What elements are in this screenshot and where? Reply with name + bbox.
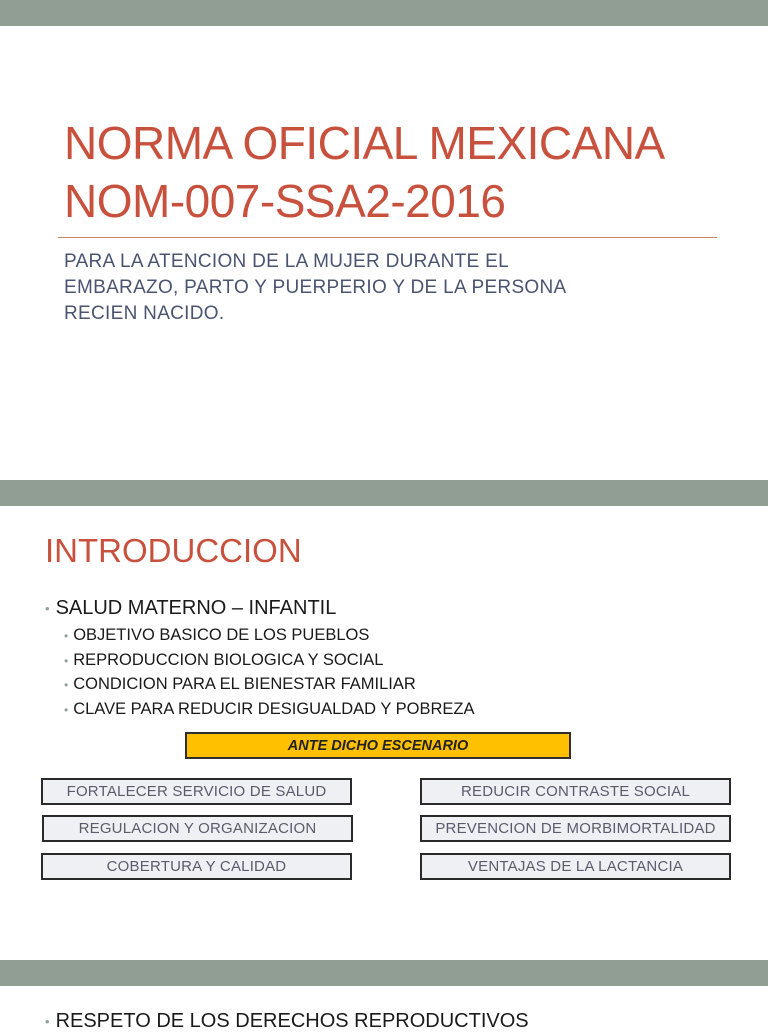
bullet-icon: • bbox=[45, 1014, 50, 1030]
bullet-icon: • bbox=[64, 702, 69, 717]
box-left-1: FORTALECER SERVICIO DE SALUD bbox=[41, 778, 352, 805]
box-left-3: COBERTURA Y CALIDAD bbox=[41, 853, 352, 880]
box-right-2: PREVENCION DE MORBIMORTALIDAD bbox=[420, 815, 731, 842]
title-divider bbox=[58, 237, 717, 238]
sub-bullet-text: CONDICION PARA EL BIENESTAR FAMILIAR bbox=[73, 675, 416, 693]
scenario-banner: ANTE DICHO ESCENARIO bbox=[185, 732, 571, 759]
title-line-1: NORMA OFICIAL MEXICANA bbox=[64, 117, 665, 169]
list-item bbox=[45, 597, 336, 620]
bullet-text: SALUD MATERNO – INFANTIL bbox=[55, 597, 337, 619]
box-right-1: REDUCIR CONTRASTE SOCIAL bbox=[420, 778, 731, 805]
sub-list-item bbox=[64, 700, 475, 719]
sub-bullet-text: CLAVE PARA REDUCIR DESIGUALDAD Y POBREZA bbox=[73, 700, 475, 718]
slide-separator-band bbox=[0, 960, 768, 986]
bullet-icon: • bbox=[64, 677, 69, 692]
title-line-2: NOM-007-SSA2-2016 bbox=[64, 175, 506, 227]
slide-title bbox=[64, 114, 665, 230]
bullet-icon: • bbox=[64, 628, 69, 643]
box-left-2: REGULACION Y ORGANIZACION bbox=[42, 815, 353, 842]
box-right-3: VENTAJAS DE LA LACTANCIA bbox=[420, 853, 731, 880]
bullet-icon: • bbox=[45, 601, 50, 617]
sub-bullet-text: OBJETIVO BASICO DE LOS PUEBLOS bbox=[73, 626, 370, 644]
slide-separator-band bbox=[0, 480, 768, 506]
section-heading: INTRODUCCION bbox=[45, 532, 302, 569]
bullet-icon: • bbox=[64, 653, 69, 668]
bullet-text: RESPETO DE LOS DERECHOS REPRODUCTIVOS bbox=[55, 1010, 529, 1032]
sub-list-item bbox=[64, 626, 369, 645]
list-item bbox=[45, 1010, 529, 1033]
slide-subtitle: PARA LA ATENCION DE LA MUJER DURANTE EL EMBARAZO, PARTO Y PUERPERIO Y DE LA PERSONA RECIEN NACIDO. bbox=[64, 251, 566, 324]
slide-header-band bbox=[0, 0, 768, 26]
sub-bullet-text: REPRODUCCION BIOLOGICA Y SOCIAL bbox=[73, 651, 384, 669]
sub-list-item bbox=[64, 651, 383, 670]
sub-list-item bbox=[64, 675, 416, 694]
